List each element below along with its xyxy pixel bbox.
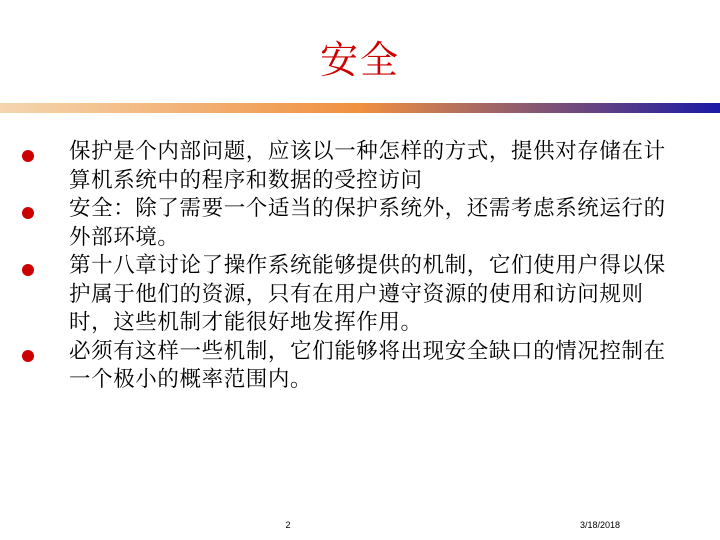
bullet-dot-icon: [22, 264, 34, 276]
slide-title: 安全: [319, 38, 400, 82]
bullet-dot-icon: [22, 350, 34, 362]
bullet-dot-icon: [22, 150, 34, 162]
bullet-text: 安全：除了需要一个适当的保护系统外，还需考虑系统运行的外部环境。: [69, 196, 666, 250]
bullet-text: 第十八章讨论了操作系统能够提供的机制，它们使用户得以保护属于他们的资源，只有在用户遵守资源的使用和访问规则时，这些机制才能很好地发挥作用。: [69, 253, 666, 335]
footer-date: 3/18/2018: [579, 520, 621, 530]
bullet-list: [0, 138, 720, 395]
page-number: 2: [285, 520, 291, 530]
title-divider: [0, 103, 720, 113]
bullet-item: [0, 195, 720, 252]
bullet-item: [0, 252, 720, 338]
title-divider-bar: [0, 103, 720, 113]
bullet-dot-icon: [22, 207, 34, 219]
bullet-text: 必须有这样一些机制，它们能够将出现安全缺口的情况控制在一个极小的概率范围内。: [69, 338, 666, 392]
bullet-item: [0, 138, 720, 195]
bullet-item: [0, 338, 720, 395]
bullet-text: 保护是个内部问题，应该以一种怎样的方式，提供对存储在计算机系统中的程序和数据的受控访问: [69, 139, 666, 193]
